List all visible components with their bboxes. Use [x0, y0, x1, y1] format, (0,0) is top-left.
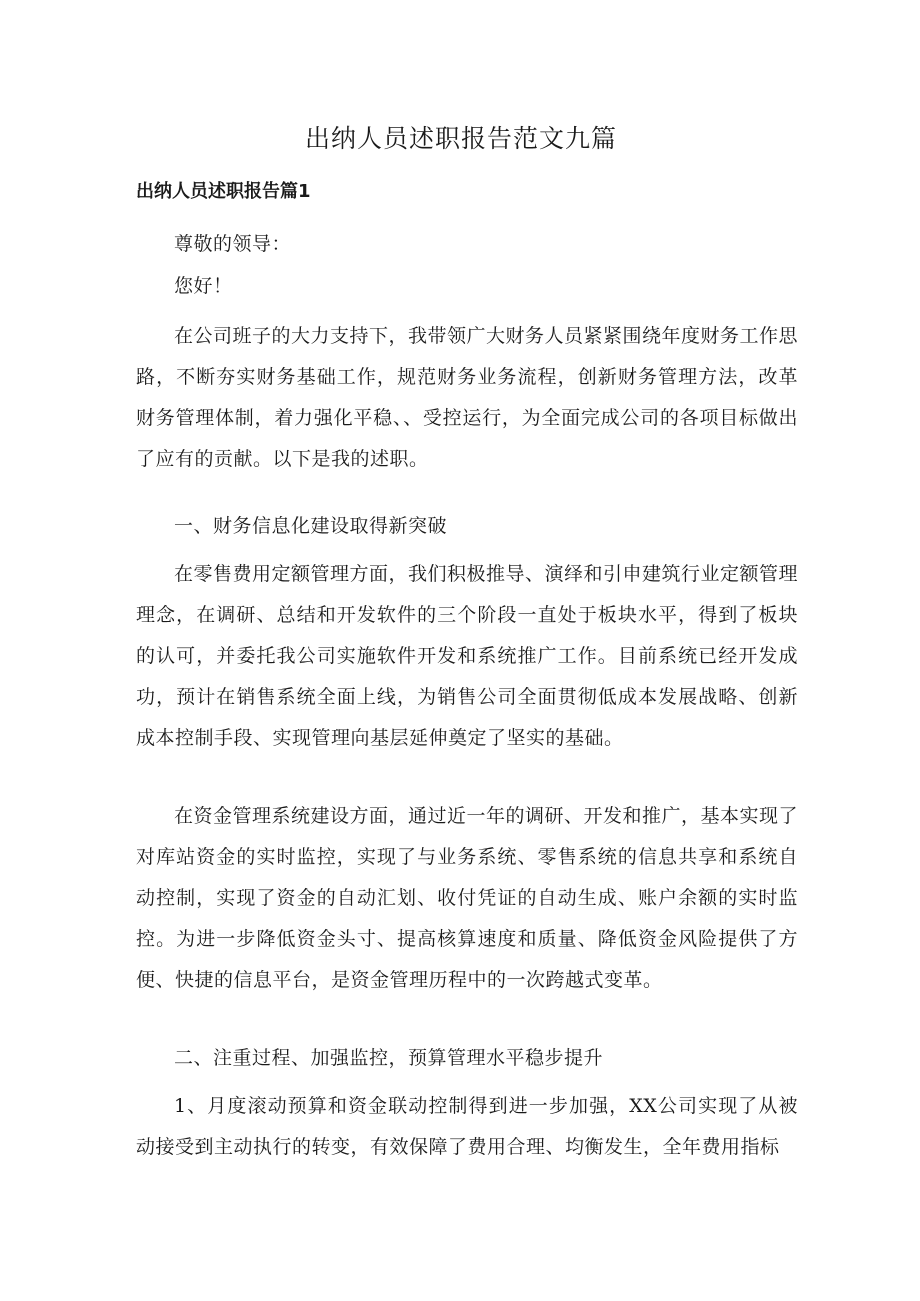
salutation-paragraph: 您好！ — [174, 275, 233, 297]
section-heading: 出纳人员述职报告篇1 — [136, 181, 311, 202]
section-two-heading: 二、注重过程、加强监控，预算管理水平稳步提升 — [174, 1047, 604, 1069]
fund-system-paragraph: 在资金管理系统建设方面，通过近一年的调研、开发和推广，基本实现了对库站资金的实时监控，实现了与业务系统、零售系统的信息共享和系统自动控制，实现了资金的自动汇划、收付凭证的自动生成、账户余额的实时监控。为进一步降低资金头寸、提高核算速度和质量、降低资金风险提供了方便、快捷的信息平台，是资金管理历程中的一次跨越式变革。 — [136, 805, 799, 991]
intro-paragraph: 在公司班子的大力支持下，我带领广大财务人员紧紧围绕年度财务工作思路，不断夯实财务基础工作，规范财务业务流程，创新财务管理方法，改革财务管理体制，着力强化平稳、、受控运行，为全面完成公司的各项目标做出了应有的贡献。以下是我的述职。 — [136, 325, 799, 470]
document-title: 出纳人员述职报告范文九篇 — [304, 124, 617, 153]
greeting-paragraph: 尊敬的领导： — [174, 233, 292, 255]
section-one-heading: 一、财务信息化建设取得新突破 — [174, 515, 448, 537]
budget-control-paragraph: 1、月度滚动预算和资金联动控制得到进一步加强，XX公司实现了从被动接受到主动执行的转变，有效保障了费用合理、均衡发生，全年费用指标 — [136, 1095, 798, 1158]
quota-management-paragraph: 在零售费用定额管理方面，我们积极推导、演绎和引申建筑行业定额管理理念，在调研、总结和开发软件的三个阶段一直处于板块水平，得到了板块的认可，并委托我公司实施软件开发和系统推广工作。目前系统已经开发成功，预计在销售系统全面上线，为销售公司全面贯彻低成本发展战略、创新成本控制手段、实现管理向基层延伸奠定了坚实的基础。 — [136, 563, 799, 749]
